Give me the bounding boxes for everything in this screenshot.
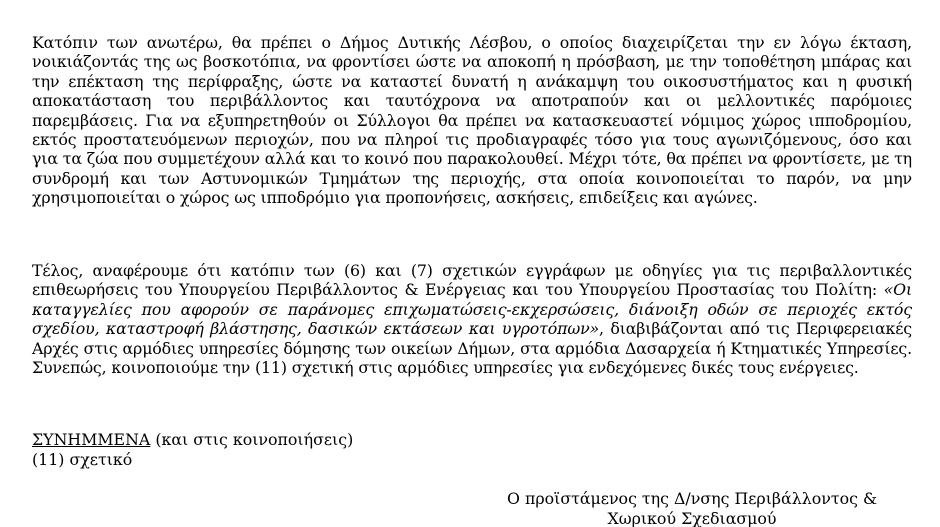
attachment-item: (11) σχετικό [32, 450, 133, 469]
paragraph-inspections-lead: Τέλος, αναφέρουμε ότι κατόπιν των (6) και (7) σχετικών εγγράφων με οδηγίες για τις περιβαλλοντικές επιθεωρήσεις του Υπουργείου Περιβάλλοντος & Ενέργειας και του Υπουργείου Προστασίας του Πολίτη: [32, 261, 912, 300]
attachments-heading: ΣΥΝΗΜΜΕΝΑ [32, 430, 151, 449]
inspections-quote: «Οι καταγγελίες που αφορούν σε παράνομες επιχωματώσεις-εκχερσώσεις, διάνοιξη οδών σε περιοχές εκτός σχεδίου, καταστροφή βλάστησης, δασικών εκτάσεων και υγροτόπων» [32, 280, 912, 339]
attachments-note: (και στις κοινοποιήσεις) [150, 430, 354, 449]
paragraph-inspections-tail: , διαβιβάζονται από τις Περιφερειακές Αρχές στις αρμόδιες υπηρεσίες δόμησης των οικείων Δήμων, στα αρμόδια Δασαρχεία ή Κτηματικές Υπηρεσίες. Συνεπώς, κοινοποιούμε την (11) σχετική στις αρμόδιες υπηρεσίες για ενδεχόμενες δικές τους ενέργειες. [32, 319, 912, 378]
paragraph-inspections [32, 261, 912, 377]
paragraph-measures: Κατόπιν των ανωτέρω, θα πρέπει ο Δήμος Δυτικής Λέσβου, ο οποίος διαχειρίζεται την εν λόγω έκταση, νοικιάζοντάς της ως βοσκοτόπια, να φροντίσει ώστε να αποκοπή η πρόσβαση, με την τοποθέτηση μπάρας και την επέκταση της περίφραξης, ώστε να καταστεί δυνατή η ανάκαμψη του οικοσυστήματος και η φυσική αποκατάσταση του περιβάλλοντος και ταυτόχρονα να αποτραπούν και οι μελλοντικές παρόμοιες παρεμβάσεις. Για να εξυπηρετηθούν οι Σύλλογοι θα πρέπει να κατασκευαστεί νόμιμος χώρος ιπποδρομίου, εκτός προστατευόμενων περιοχών, που να πληροί τις προδιαγραφές τόσο για τους αγωνιζόμενους, όσο και για τα ζώα που συμμετέχουν αλλά και το κοινό που παρακολουθεί. Μέχρι τότε, θα πρέπει να φροντίσετε, με τη συνδρομή και των Αστυνομικών Τμημάτων της περιοχής, στα οποία κοινοποιείται το παρόν, να μην χρησιμοποιείται ο χώρος ως ιπποδρόμιο για προπονήσεις, ασκήσεις, επιδείξεις και αγώνες. [32, 33, 912, 208]
attachments-block [32, 430, 353, 470]
signature-block [482, 489, 902, 527]
attachments-heading-line [32, 430, 353, 450]
signature-title-line2: Χωρικού Σχεδιασμού [607, 509, 777, 527]
signature-title-line1: Ο προϊστάμενος της Δ/νσης Περιβάλλοντος & [506, 489, 878, 508]
